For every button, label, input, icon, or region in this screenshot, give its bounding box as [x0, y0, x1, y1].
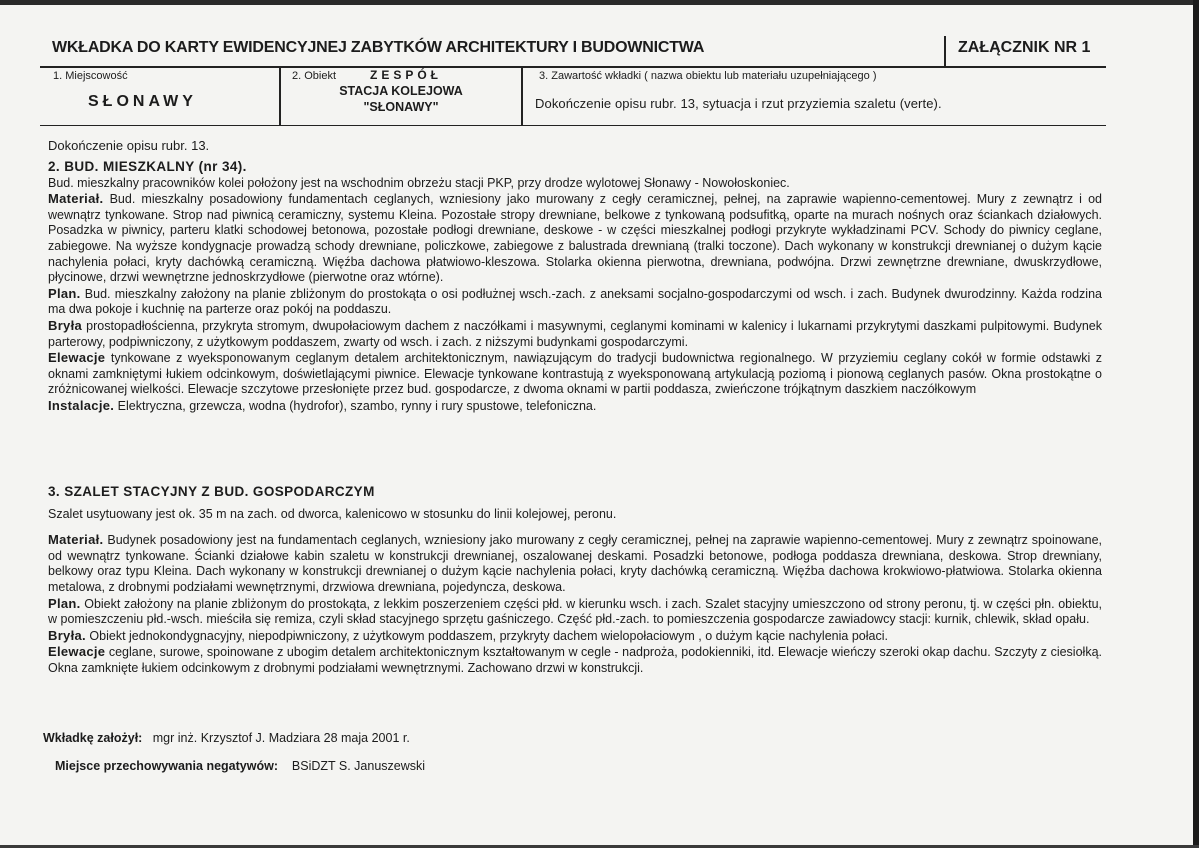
locality-value: SŁONAWY: [88, 93, 197, 110]
material-text: Bud. mieszkalny posadowiony fundamentach ceglanych, wzniesiony jako murowany z cegły ceramicznej, pełnej, na zaprawie wapienno-cementowej. Mury z zewnątrz i od wewnątrz tynkowane. Strop nad piwnicą ceramiczny, systemu Kleina. Pozostałe stropy drewniane, belkowe z tynkowaną podsufitką, oparte na murach nośnych oraz ściankach działowych. Posadzka w piwnicy, parteru klatki schodowej betonowa, pozostałe podłogi drewniane, deskowe - w części mieszkalnej podłogi przykryte wykładzinami PCV. Schody do piwnicy ceglane, zabiegowe. Na wyższe kondygnacje prowadzą schody drewniane, policzkowe, zabiegowe z balustrada drewnianą (tralki toczone). Dach wykonany w konstrukcji drewnianej o dużym kącie nachylenia połaci, kryty dachówką ceramiczną. Więźba dachowa płatwiowo-kleszowa. Stolarka okienna pierwotna, drewniana, podwójna. Drzwi zewnętrzne drewniane, dwuskrzydłowe, płycinowe, drzwi wewnętrzne jednoskrzydłowe (pierwotne oraz wtórne).: [48, 192, 1102, 285]
instalacje-text: Elektryczna, grzewcza, wodna (hydrofor), szambo, rynny i rury spustowe, telefoniczna.: [117, 398, 597, 413]
header-divider: [944, 36, 946, 66]
material-label: Materiał.: [48, 191, 104, 207]
scan-edge-top: [0, 0, 1199, 5]
author-label: Wkładkę założył:: [43, 731, 143, 745]
meta-rule: [40, 125, 1106, 126]
locality-label: 1. Miejscowość: [53, 70, 128, 82]
annex-number: ZAŁĄCZNIK NR 1: [958, 39, 1091, 56]
section-3-plan: [48, 596, 1102, 628]
section-2-elewacje: [48, 350, 1102, 398]
author-value: mgr inż. Krzysztof J. Madziara 28 maja 2001 r.: [152, 731, 410, 745]
section-3-bryla: [48, 628, 1102, 645]
author-line: [43, 731, 410, 745]
elewacje-text: ceglane, surowe, spoinowane z ubogim detalem architektonicznym kształtowanym w cegle - nadproża, podokienniki, itd. Elewacje wieńczy szeroki okap dachu. Szczyty z ciesiołką. Okna zamknięte łukiem odcinkowym z drobnymi podziałami wewnętrznymi. Zachowano drzwi w konstrukcji.: [48, 645, 1102, 675]
section-2-lead: Bud. mieszkalny pracowników kolei położony jest na wschodnim obrzeżu stacji PKP, przy drodze wylotowej Słonawy - Nowołoskoniec.: [48, 175, 790, 190]
object-label: 2. Obiekt: [292, 70, 337, 82]
spacer: [48, 522, 1102, 532]
contents-box: [521, 68, 1108, 125]
section-2-bryla: [48, 318, 1102, 350]
contents-label: 3. Zawartość wkładki ( nazwa obiektu lub materiału uzupełniającego ): [539, 70, 877, 82]
section-3-elewacje: [48, 644, 1102, 676]
section-2-heading: 2. BUD. MIESZKALNY (nr 34).: [48, 159, 247, 174]
plan-label: Plan.: [48, 595, 81, 611]
document-title: WKŁADKA DO KARTY EWIDENCYJNEJ ZABYTKÓW ARCHITEKTURY I BUDOWNICTWA: [52, 39, 705, 56]
object-name: STACJA KOLEJOWA: [339, 84, 463, 98]
plan-text: Obiekt założony na planie zbliżonym do prostokąta, z lekkim poszerzeniem części płd. w kierunku wsch. i zach. Szalet stacyjny umieszczono od strony peronu, tj. w części płn. obiektu, w pomieszczeniu płd.-wsch. mieściła się remiza, czyli skład stacyjnego sprzętu gaśniczego. Część płd.-zach. to pomieszczenia gospodarcze zawiadowcy stacji: kurnik, chlewik, skład opału.: [48, 596, 1103, 627]
material-text: Budynek posadowiony jest na fundamentach ceglanych, wzniesiony jako murowany z cegły ceramicznej, pełnej na zaprawie wapienno-cementowej. Mury z zewnątrz spoinowane, od wewnątrz tynkowane. Ścianki działowe kabin szaletu w konstrukcji drewnianej, oszalowanej deskami. Posadzki betonowe, podłoga poddasza drewniana, deskowa. Strop drewniany, belkowy oraz typu Kleina. Dach wykonany w konstrukcji drewnianej o dużym kącie nachylenia połaci, kryty dachówką ceramiczną. Więźba dachowa krokwiowo-płatwiowa. Stolarka okienna metalowa, z drobnymi podziałami wewnętrznymi, drzwiowa drewniana, pojedyncza, deskowa.: [48, 533, 1102, 594]
locality-box: [40, 68, 277, 125]
section-2-material: [48, 191, 1102, 286]
bryla-text: Obiekt jednokondygnacyjny, niepodpiwniczony, z użytkowym poddaszem, przykryty dachem wielopołaciowym , o dużym kącie nachylenia połaci.: [89, 628, 888, 643]
section-3-heading: 3. SZALET STACYJNY Z BUD. GOSPODARCZYM: [48, 484, 375, 499]
plan-label: Plan.: [48, 285, 81, 301]
elewacje-text: tynkowane z wyeksponowanym ceglanym detalem architektonicznym, nawiązującym do tradycji budownictwa regionalnego. W przyziemiu ceglany cokół w formie odstawki z oknami zamkniętymi łukiem odcinkowym, doświetlającymi piwnice. Elewacje tynkowane kontrastują z wyeksponowaną artykulacją poziomą i pionową ceglanych pasów. Okna prostokątne o zróżnicowanej wielkości. Elewacje szczytowe przesłonięte przez bud. gospodarcze, z dwoma oknami w partii poddasza, zwieńczone trójkątnym daszkiem naczółkowym: [48, 351, 1102, 397]
section-2: [48, 159, 1102, 415]
object-subname: "SŁONAWY": [363, 100, 439, 114]
object-head: ZESPÓŁ: [370, 68, 443, 82]
section-3-material: [48, 532, 1102, 595]
negatives-line: [55, 759, 425, 773]
bryla-label: Bryła.: [48, 627, 86, 643]
section-2-instalacje: [48, 398, 1102, 415]
material-label: Materiał.: [48, 532, 104, 548]
elewacje-label: Elewacje: [48, 644, 106, 660]
plan-text: Bud. mieszkalny założony na planie zbliżonym do prostokąta o osi podłużnej wsch.-zach. z aneksami socjalno-gospodarczymi od wsch. i zach. Budynek dwurodzinny. Każda rodzina ma dwa pokoje i kuchnię na parterze oraz pokój na poddaszu.: [48, 286, 1102, 317]
intro-text: Dokończenie opisu rubr. 13.: [48, 138, 210, 153]
bryla-label: Bryła: [48, 317, 83, 333]
section-3-lead: Szalet usytuowany jest ok. 35 m na zach. od dworca, kalenicowo w stosunku do linii kolejowej, peronu.: [48, 506, 617, 521]
contents-value: Dokończenie opisu rubr. 13, sytuacja i rzut przyziemia szaletu (verte).: [535, 96, 942, 111]
section-2-plan: [48, 286, 1102, 318]
elewacje-label: Elewacje: [48, 350, 106, 366]
instalacje-label: Instalacje.: [48, 397, 115, 413]
object-box: [279, 68, 521, 125]
bryla-text: prostopadłościenna, przykryta stromym, dwupołaciowym dachem z naczółkami i masywnymi, ceglanymi kominami w kalenicy i lukarnami przykrytymi daszkami pulpitowymi. Budynek parterowy, podpiwniczony, z użytkowym poddaszem, zwarty od wsch. i zach. z niższymi budynkami gospodarczymi.: [48, 318, 1102, 349]
section-3: [48, 484, 1102, 677]
negatives-label: Miejsce przechowywania negatywów:: [55, 759, 278, 773]
scan-edge-right: [1193, 0, 1199, 848]
negatives-value: BSiDZT S. Januszewski: [291, 759, 426, 773]
